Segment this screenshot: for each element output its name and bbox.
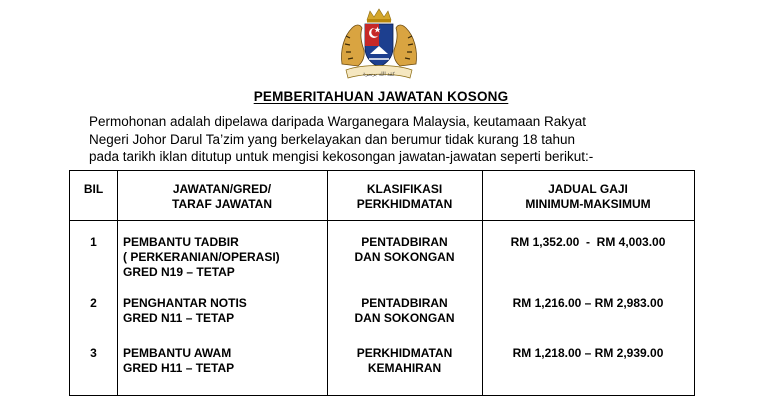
intro-line: Negeri Johor Darul Ta’zim yang berkelayakan dan berumur tidak kurang 18 tahun bbox=[89, 131, 576, 147]
row-3-jawatan-line1: PEMBANTU AWAM bbox=[123, 346, 232, 360]
row-3-klasifikasi-line2: KEMAHIRAN bbox=[367, 361, 442, 375]
intro-line: Permohonan adalah dipelawa daripada Warganegara Malaysia, keutamaan Rakyat bbox=[89, 114, 587, 129]
row-2-gaji: RM 1,216.00 – RM 2,983.00 bbox=[512, 296, 664, 310]
header-jawatan-line1: JAWATAN/GRED/ bbox=[172, 182, 272, 196]
header-klasifikasi-line2: PERKHIDMATAN bbox=[356, 197, 453, 211]
row-1-bil: 1 bbox=[90, 235, 97, 249]
row-2-jawatan-line1: PENGHANTAR NOTIS bbox=[123, 296, 247, 310]
row-1-jawatan-line3: GRED N19 – TETAP bbox=[123, 265, 235, 279]
row-1-jawatan-line1: PEMBANTU TADBIR bbox=[123, 235, 239, 249]
notice-title-text: PEMBERITAHUAN JAWATAN KOSONG bbox=[253, 89, 509, 104]
row-2-klasifikasi-line1: PENTADBIRAN bbox=[361, 296, 448, 310]
header-gaji-line2: MINIMUM-MAKSIMUM bbox=[525, 197, 651, 211]
row-2-bil: 2 bbox=[90, 296, 97, 310]
row-3-bil: 3 bbox=[90, 346, 97, 360]
intro-paragraph bbox=[89, 113, 675, 166]
row-1-gaji: RM 1,352.00 - RM 4,003.00 bbox=[510, 235, 666, 249]
row-2-jawatan-line2: GRED N11 – TETAP bbox=[123, 311, 235, 325]
header-divider bbox=[70, 220, 694, 221]
header-jawatan-line2: TARAF JAWATAN bbox=[172, 197, 272, 211]
header-bil: BIL bbox=[83, 182, 104, 196]
intro-line: pada tarikh iklan ditutup untuk mengisi kekosongan jawatan-jawatan seperti berikut:- bbox=[89, 149, 594, 164]
row-3-jawatan-line2: GRED H11 – TETAP bbox=[123, 361, 235, 375]
notice-title bbox=[0, 89, 762, 104]
row-1-klasifikasi-line1: PENTADBIRAN bbox=[361, 235, 448, 249]
johor-crest-icon bbox=[334, 6, 424, 82]
row-1-klasifikasi-line2: DAN SOKONGAN bbox=[354, 250, 455, 264]
header-gaji-line1: JADUAL GAJI bbox=[548, 182, 628, 196]
crest-motto: كڤد الله برسرة bbox=[363, 71, 395, 78]
vacancy-table bbox=[69, 170, 695, 396]
row-3-gaji: RM 1,218.00 – RM 2,939.00 bbox=[512, 346, 664, 360]
row-2-klasifikasi-line2: DAN SOKONGAN bbox=[354, 311, 455, 325]
header-klasifikasi-line1: KLASIFIKASI bbox=[366, 182, 443, 196]
row-1-jawatan-line2: ( PERKERANIAN/OPERASI) bbox=[123, 250, 280, 264]
row-3-klasifikasi-line1: PERKHIDMATAN bbox=[356, 346, 453, 360]
